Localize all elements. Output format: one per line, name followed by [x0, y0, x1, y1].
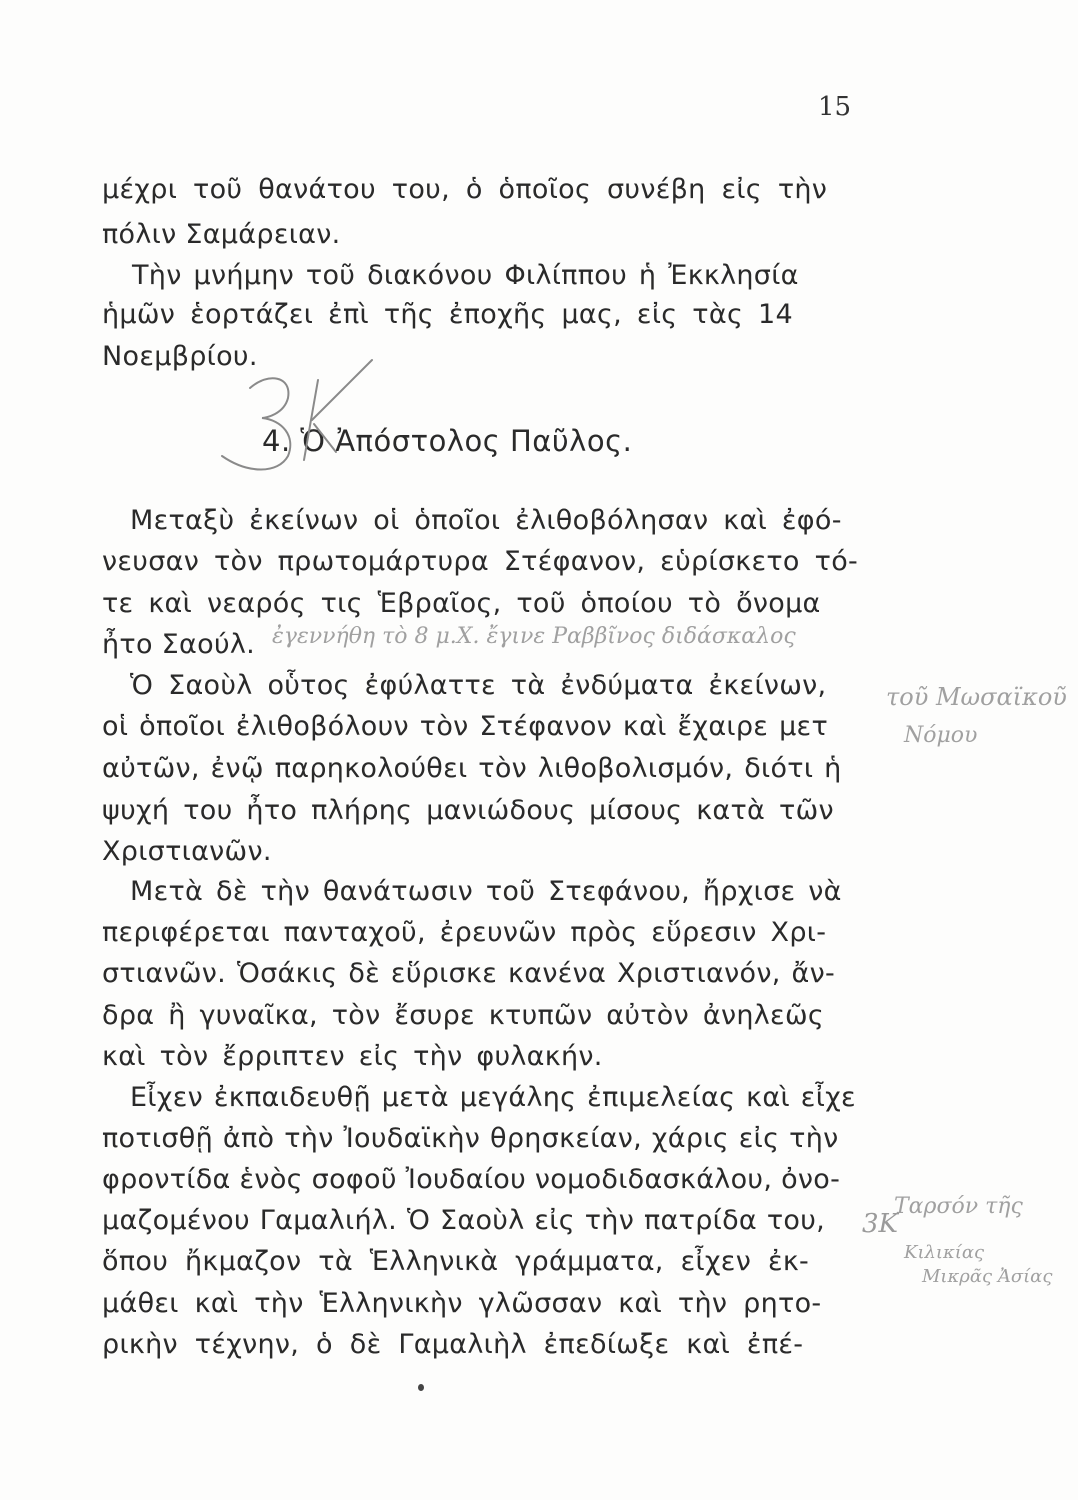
text-line: ἡμῶν ἑορτάζει ἐπὶ τῆς ἐποχῆς μας, εἰς τὰς 14: [102, 299, 793, 330]
text-line: μάθει καὶ τὴν Ἑλληνικὴν γλῶσσαν καὶ τὴν ρητο-: [102, 1288, 822, 1319]
text-line: Μετὰ δὲ τὴν θανάτωσιν τοῦ Στεφάνου, ἤρχισε νὰ: [130, 876, 842, 907]
text-line: Μεταξὺ ἐκείνων οἱ ὁποῖοι ἐλιθοβόλησαν καὶ ἐφό-: [130, 505, 842, 536]
handwritten-note: ἐγεννήθη τὸ 8 μ.Χ. ἔγινε Ραββῖνος διδάσκαλος: [272, 624, 796, 649]
text-line: ψυχή του ἦτο πλήρης μανιώδους μίσους κατὰ τῶν: [102, 795, 834, 826]
text-line: ρικὴν τέχνην, ὁ δὲ Γαμαλιὴλ ἐπεδίωξε καὶ ἐπέ-: [102, 1329, 804, 1360]
text-line: μαζομένου Γαμαλιήλ. Ὁ Σαοὺλ εἰς τὴν πατρίδα του,: [102, 1205, 826, 1236]
text-line: Χριστιανῶν.: [102, 836, 272, 867]
page-number: 15: [818, 92, 852, 122]
text-line: φροντίδα ἑνὸς σοφοῦ Ἰουδαίου νομοδιδασκάλου, ὀνο-: [102, 1164, 841, 1195]
text-line: δρα ἢ γυναῖκα, τὸν ἔσυρε κτυπῶν αὐτὸν ἀνηλεῶς: [102, 1000, 825, 1031]
text-line: οἱ ὁποῖοι ἐλιθοβόλουν τὸν Στέφανον καὶ ἔχαιρε μετ: [102, 711, 829, 742]
text-line: νευσαν τὸν πρωτομάρτυρα Στέφανον, εὑρίσκετο τό-: [102, 546, 859, 577]
text-line: Τὴν μνήμην τοῦ διακόνου Φιλίππου ἡ Ἐκκλησία: [132, 260, 799, 291]
text-line: περιφέρεται πανταχοῦ, ἐρευνῶν πρὸς εὕρεσιν Χρι-: [102, 917, 827, 948]
section-heading: 4. Ὁ Ἀπόστολος Παῦλος.: [262, 424, 633, 458]
text-line: ποτισθῇ ἀπὸ τὴν Ἰουδαϊκὴν θρησκείαν, χάρις εἰς τὴν: [102, 1123, 839, 1154]
text-line: ἦτο Σαούλ.: [102, 629, 256, 660]
text-line: Ὁ Σαοὺλ οὗτος ἐφύλαττε τὰ ἐνδύματα ἐκείνων,: [130, 670, 827, 701]
handwritten-note: τοῦ Μωσαϊκοῦ: [886, 683, 1067, 711]
ink-dot: [418, 1384, 424, 1391]
handwritten-note: Ταρσόν τῆς: [894, 1194, 1023, 1219]
handwritten-note: Νόμου: [904, 723, 978, 748]
text-line: Εἶχεν ἐκπαιδευθῇ μετὰ μεγάλης ἐπιμελείας καὶ εἶχε: [130, 1082, 856, 1113]
handwritten-note: Κιλικίας: [904, 1242, 985, 1263]
text-line: πόλιν Σαμάρειαν.: [102, 219, 341, 250]
text-line: καὶ τὸν ἔρριπτεν εἰς τὴν φυλακήν.: [102, 1041, 603, 1072]
handwritten-note-mark: 3K: [862, 1209, 898, 1239]
text-line: στιανῶν. Ὁσάκις δὲ εὕρισκε κανένα Χριστιανόν, ἄν-: [102, 958, 836, 989]
handwritten-note: Μικρᾶς Ἀσίας: [922, 1266, 1053, 1287]
text-line: μέχρι τοῦ θανάτου του, ὁ ὁποῖος συνέβη εἰς τὴν: [102, 174, 828, 205]
text-line: τε καὶ νεαρός τις Ἑβραῖος, τοῦ ὁποίου τὸ ὄνομα: [102, 588, 821, 619]
text-line: ὅπου ἤκμαζον τὰ Ἑλληνικὰ γράμματα, εἶχεν ἐκ-: [102, 1246, 810, 1277]
text-line: αὐτῶν, ἐνῷ παρηκολούθει τὸν λιθοβολισμόν, διότι ἡ: [102, 753, 842, 784]
text-line: Νοεμβρίου.: [102, 341, 258, 372]
